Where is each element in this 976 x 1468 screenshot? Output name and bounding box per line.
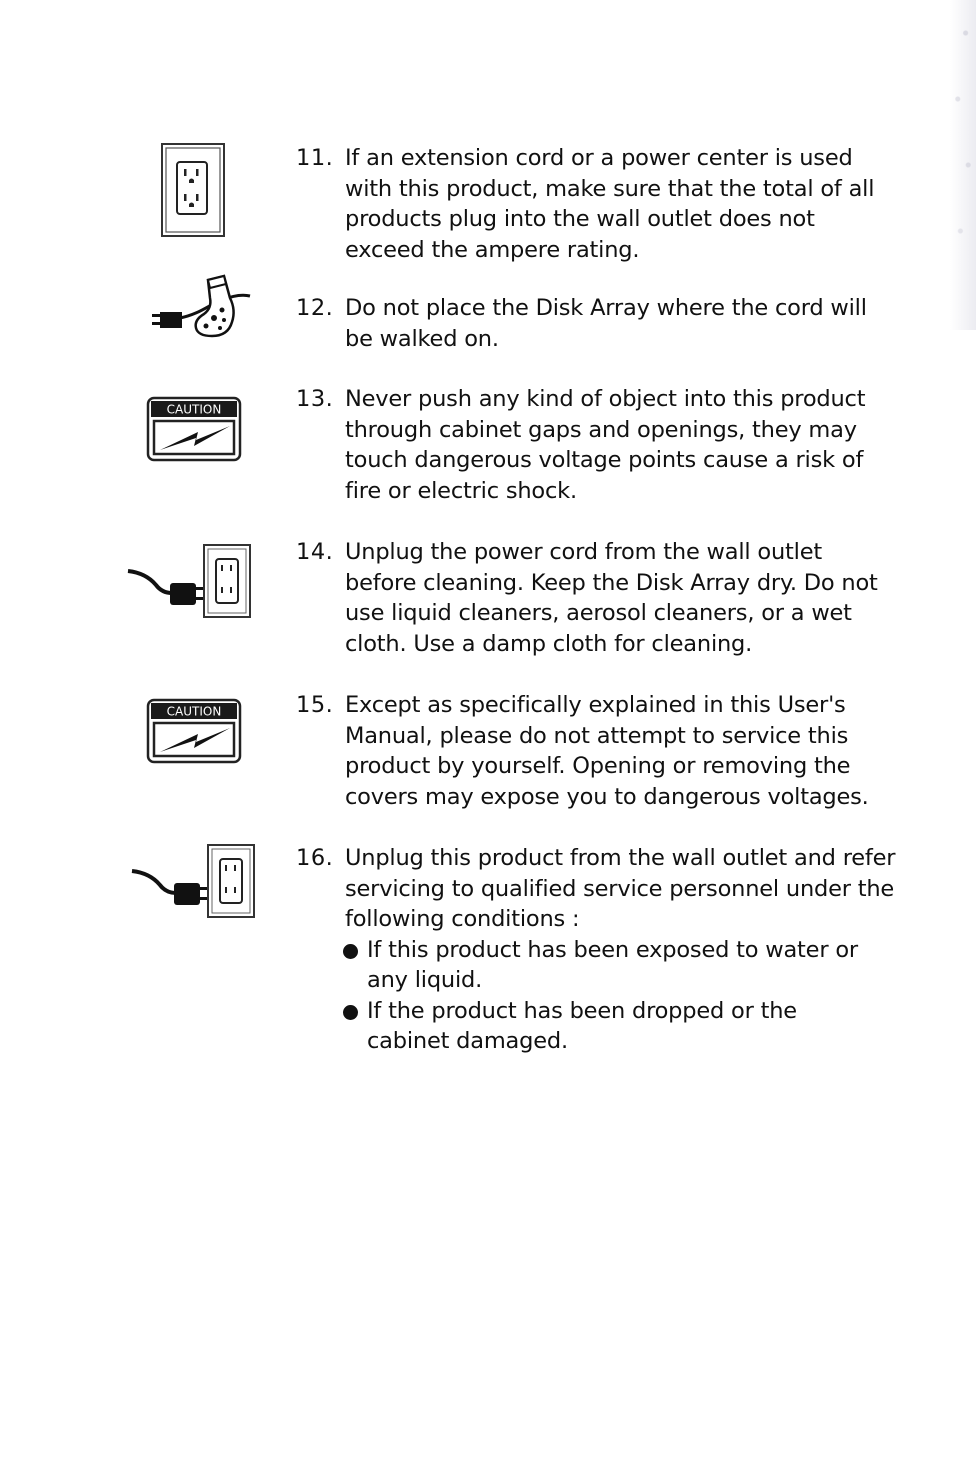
text-line: cloth. Use a damp cloth for cleaning. bbox=[345, 630, 753, 657]
item-text bbox=[345, 690, 869, 812]
item-text bbox=[345, 537, 878, 659]
caution-label: CAUTION bbox=[166, 402, 222, 417]
item-text bbox=[345, 384, 865, 506]
item-number: 16. bbox=[296, 845, 334, 871]
text-line: cabinet damaged. bbox=[367, 1028, 568, 1054]
text-line: products plug into the wall outlet does not bbox=[345, 206, 815, 232]
text-line: touch dangerous voltage points cause a risk of bbox=[345, 447, 864, 473]
bullet-icon bbox=[343, 944, 358, 959]
item-number: 12. bbox=[296, 295, 334, 321]
text-line: exceed the ampere rating. bbox=[345, 236, 640, 263]
text-line: covers may expose you to dangerous voltages. bbox=[345, 783, 869, 810]
text-line: through cabinet gaps and openings, they may bbox=[345, 416, 857, 443]
text-line: If the product has been dropped or the bbox=[367, 997, 797, 1024]
unplug-outlet-icon bbox=[126, 543, 254, 623]
text-line: use liquid cleaners, aerosol cleaners, or a wet bbox=[345, 600, 852, 626]
bullet-item bbox=[345, 996, 895, 1057]
text-line: Do not place the Disk Array where the cord will bbox=[345, 295, 867, 321]
text-line: If this product has been exposed to water or bbox=[367, 936, 858, 963]
bullet-item bbox=[345, 935, 895, 996]
caution-shock-icon bbox=[146, 698, 242, 768]
text-line: be walked on. bbox=[345, 325, 499, 352]
text-line: fire or electric shock. bbox=[345, 477, 577, 504]
item-text bbox=[345, 293, 867, 354]
text-line: Except as specifically explained in this User's bbox=[345, 692, 846, 718]
item-number: 15. bbox=[296, 692, 334, 718]
unplug-outlet-icon bbox=[130, 843, 258, 923]
text-line: Manual, please do not attempt to service this bbox=[345, 722, 849, 749]
text-line: servicing to qualified service personnel under the bbox=[345, 875, 895, 902]
item-number: 14. bbox=[296, 539, 334, 565]
text-line: Unplug this product from the wall outlet and refer bbox=[345, 845, 896, 871]
item-number: 11. bbox=[296, 145, 334, 171]
text-line: product by yourself. Opening or removing the bbox=[345, 753, 851, 779]
text-line: If an extension cord or a power center is used bbox=[345, 145, 853, 171]
item-text bbox=[345, 843, 895, 1057]
text-line: Never push any kind of object into this product bbox=[345, 386, 866, 412]
text-line: with this product, make sure that the total of all bbox=[345, 175, 875, 202]
bullet-icon bbox=[343, 1005, 358, 1020]
item-number: 13. bbox=[296, 386, 334, 412]
caution-label: CAUTION bbox=[166, 704, 222, 719]
cord-walked-on-icon bbox=[150, 274, 254, 350]
caution-shock-icon bbox=[146, 396, 242, 466]
text-line: following conditions : bbox=[345, 906, 580, 932]
text-line: any liquid. bbox=[367, 967, 483, 993]
wall-outlet-icon bbox=[160, 142, 226, 242]
text-line: before cleaning. Keep the Disk Array dry. Do not bbox=[345, 569, 878, 596]
scan-edge-speckle bbox=[950, 0, 976, 330]
text-line: Unplug the power cord from the wall outlet bbox=[345, 539, 822, 565]
item-text bbox=[345, 143, 874, 265]
